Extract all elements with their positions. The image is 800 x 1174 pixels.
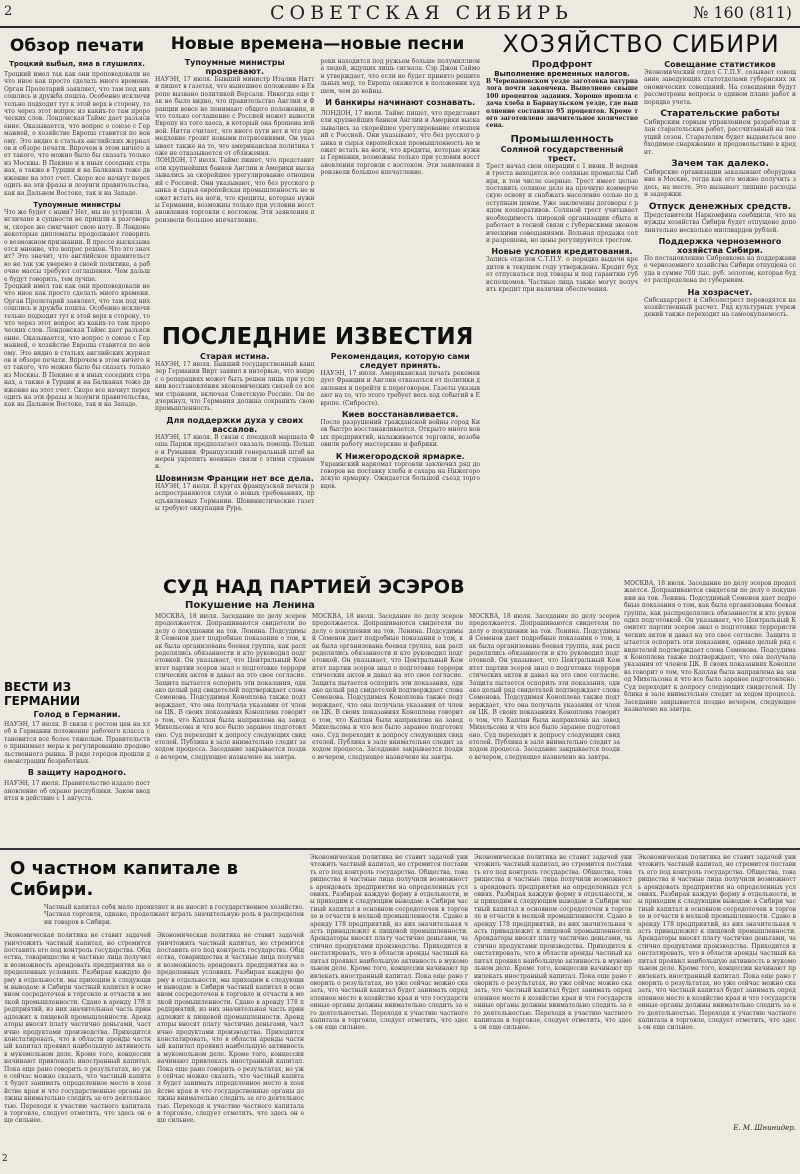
press-review-body: Троцкий имел так как они проповедовали нечто иное как просто сделать много времени. Орган Пролетарий заявляет, что там под них сошлись и дружба пошла. Особенно исключительно подходит тут к этой верх в сторону, то что через этот вопрос из каких-то там пророческих слов. Лондонская Таймс дает разъяснение. Оказывается, что вопрос о союзе с Германией, о хозяйстве Европы ставится по новому. Это видно в статьях английских журналов и обзоре печати. Впрочем в этом ничего нет такого, что можно было бы сказать только из Москвы. В Пекине и в иных соседних странах, а также в Турции и на Балканах тоже движение на этот счет. Скоро все начнут переходить на эти фразы и лозунги правительства, как на Дальнем Востоке, так и на Западе. <box>4 71 150 197</box>
trial-body-col3: МОСКВА, 18 июля. Заседание по делу эсеров продолжается. Допрашиваются свидетели по делу о покушении на тов. Ленина. Подсудимый Семенов дает подробные показания о том, как была организована боевая группа, как распределялись обязанности и кто руководил подготовкой. Он указывает, что Центральный Комитет партии эсеров знал о подготовке террористических актов и давал на это свое согласие. Защита пытается оспорить эти показания, однако целый ряд свидетелей подтверждает слова Семенова. Подсудимая Коноплева также подтверждает, что она получала указания от членов ЦК. В своих показаниях Коноплева говорит о том, что Каплан была направлена на завод Михельсона и что все было заранее подготовлено. Суд переходит к допросу следующих свидетелей. Публика в зале внимательно следит за ходом процесса. Заседание закрывается поздно вечером, следующее назначено на завтра. <box>469 613 620 761</box>
econ-col1-head: Продфронт <box>531 60 593 70</box>
latest-b3: НАУЭН, 17 июля. В связи с поездкой маршала Фоша Париж предполагает оказать помощь Польше и Румынии. Французский генеральный штаб намерен укрепить военные связи с этими странами. <box>155 433 315 471</box>
germany-sub: Голод в Германии. <box>33 710 121 719</box>
latest-b4: После разрушений гражданской войны город Киев быстро восстанавливается. Открыто много новых предприятий, налаживается торговля, возобновили работу мастерские и фабрики. <box>320 419 480 449</box>
page-number: 2 <box>4 4 13 19</box>
econ-col1-b2: Трест начал свои операции с 1 июня. В ведении треста находятся все соляные промыслы Сибири, в том числе озерные. Трест имеет целью поставить соляное дело на прочную коммерческую основу и снабжать население солью по доступным ценам. Уже заключены договоры с рядом кооперативов. Соляной трест учитывает необходимость широкой организации сбыта и работает в тесной связи с губернскими экономическими совещаниями. Вольная продажа соли разрешена, но цены регулируются трестом. <box>486 162 638 244</box>
econ-col2-h2: Старательские работы <box>660 109 780 120</box>
capital-col4: Экономическая политика не ставит задачей уничтожить частный капитал, но стремится поставить его под контроль государства. Общества, товарищества и частные лица получили возможность арендовать предприятия на определенных условиях. Разбирая каждую форму в отдельности, мы приходим к следующим выводам: в Сибири частный капитал в основном сосредоточен в торговле и отчасти в мелкой промышленности. Сдано в аренду 178 предприятий, из них значительная часть принадлежит к пищевой промышленности. Арендаторы вносят плату частично деньгами, частично продуктами производства. Приходится констатировать, что в области аренды частный капитал проявил наибольшую активность в мукомольном деле. Кроме того, концессии начинают привлекать иностранный капитал. Пока еще рано говорить о результатах, но уже сейчас можно сказать, что частный капитал будет занимать определенное место в хозяйстве края и что государственные органы должны внимательно следить за его деятельностью. Переходя к участию частного капитала в торговле, следует отметить, что здесь он еще сильнее. <box>474 854 632 1032</box>
econ-col1-sub: Выполнение временных налогов. <box>494 70 630 78</box>
page-header <box>0 0 800 28</box>
songs-title: Новые времена—новые песни <box>170 34 465 54</box>
econ-col2-b4: Представители Наркомфина сообщили, что на нужды хозяйства Сибири будет отпущено дополнительно несколько миллиардов рублей. <box>644 211 796 234</box>
trial-body-col2: МОСКВА, 18 июля. Заседание по делу эсеров продолжается. Допрашиваются свидетели по делу о покушении на тов. Ленина. Подсудимый Семенов дает подробные показания о том, как была организована боевая группа, как распределялись обязанности и кто руководил подготовкой. Он указывает, что Центральный Комитет партии эсеров знал о подготовке террористических актов и давал на это свое согласие. Защита пытается оспорить эти показания, однако целый ряд свидетелей подтверждает слова Семенова. Подсудимая Коноплева также подтверждает, что она получала указания от членов ЦК. В своих показаниях Коноплева говорит о том, что Каплан была направлена на завод Михельсона и что все было заранее подготовлено. Суд переходит к допросу следующих свидетелей. Публика в зале внимательно следит за ходом процесса. Заседание закрывается поздно вечером, следующее назначено на завтра. <box>312 613 463 761</box>
econ-col2-h5: Поддержка черноземного хозяйства Сибири. <box>658 236 782 255</box>
capital-col3: Экономическая политика не ставит задачей уничтожить частный капитал, но стремится поставить его под контроль государства. Общества, товарищества и частные лица получили возможность арендовать предприятия на определенных условиях. Разбирая каждую форму в отдельности, мы приходим к следующим выводам: в Сибири частный капитал в основном сосредоточен в торговле и отчасти в мелкой промышленности. Сдано в аренду 178 предприятий, из них значительная часть принадлежит к пищевой промышленности. Арендаторы вносят плату частично деньгами, частично продуктами производства. Приходится констатировать, что в области аренды частный капитал проявил наибольшую активность в мукомольном деле. Кроме того, концессии начинают привлекать иностранный капитал. Пока еще рано говорить о результатах, но уже сейчас можно сказать, что частный капитал будет занимать определенное место в хозяйстве края и что государственные органы должны внимательно следить за его деятельностью. Переходя к участию частного капитала в торговле, следует отметить, что здесь он еще сильнее. <box>310 854 468 1032</box>
latest-title: ПОСЛЕДНИЕ ИЗВЕСТИЯ <box>161 324 474 350</box>
capital-col2: Экономическая политика не ставит задачей уничтожить частный капитал, но стремится поставить его под контроль государства. Общества, товарищества и частные лица получили возможность арендовать предприятия на определенных условиях. Разбирая каждую форму в отдельности, мы приходим к следующим выводам: в Сибири частный капитал в основном сосредоточен в торговле и отчасти в мелкой промышленности. Сдано в аренду 178 предприятий, из них значительная часть принадлежит к пищевой промышленности. Арендаторы вносят плату частично деньгами, частично продуктами производства. Приходится констатировать, что в области аренды частный капитал проявил наибольшую активность в мукомольном деле. Кроме того, концессии начинают привлекать иностранный капитал. Пока еще рано говорить о результатах, но уже сейчас можно сказать, что частный капитал будет занимать определенное место в хозяйстве края и что государственные органы должны внимательно следить за его деятельностью. Переходя к участию частного капитала в торговле, следует отметить, что здесь он еще сильнее. <box>157 932 304 1125</box>
econ-col1-s2: Соляной государственный трест. <box>500 144 624 163</box>
trial-body-col4: МОСКВА, 18 июля. Заседание по делу эсеров продолжается. Допрашиваются свидетели по делу о покушении на тов. Ленина. Подсудимый Семенов дает подробные показания о том, как была организована боевая группа, как распределялись обязанности и кто руководил подготовкой. Он указывает, что Центральный Комитет партии эсеров знал о подготовке террористических актов и давал на это свое согласие. Защита пытается оспорить эти показания, однако целый ряд свидетелей подтверждает слова Семенова. Подсудимая Коноплева также подтверждает, что она получала указания от членов ЦК. В своих показаниях Коноплева говорит о том, что Каплан была направлена на завод Михельсона и что все было заранее подготовлено. Суд переходит к допросу следующих свидетелей. Публика в зале внимательно следит за ходом процесса. Заседание закрывается поздно вечером, следующее назначено на завтра. <box>624 580 796 713</box>
issue-number: № 160 (811) <box>693 3 792 22</box>
songs-body1b: реки находится под ружьем больше полумиллиона людей, ждущих лишь сигнала. Сэр Джон Саймон утверждает, что если не будет принято решительных мер, то Европа окажется в положении худшем, чем до войны. <box>320 58 480 95</box>
songs-sub2: И банкиры начинают сознавать. <box>325 98 476 108</box>
press-review-lead: Троцкий выбыл, яма в глушилях. <box>9 60 145 68</box>
economy-title: ХОЗЯЙСТВО СИБИРИ <box>502 30 780 58</box>
songs-body1: НАУЭН, 17 июля. Бывший министр Италии Нитти пишет в газетах, что нынешнее положение в Европе вызвано политикой Версаля. Никогда еще так не было видно, что правительство Англии и Франции вовсе не понимают общего положения, и что только соглашение с Россией может вывести Европу из того хаоса, в который она брошена войной. Нитти считает, что иного пути нет и что промедление грозит новыми потрясениями. Он указывает также на то, что американская политика тоже не отказывается от сближения. <box>155 76 315 158</box>
trial-title: СУД НАД ПАРТИЕЙ ЭСЭРОВ <box>163 576 465 598</box>
capital-col1: Экономическая политика не ставит задачей уничтожить частный капитал, но стремится поставить его под контроль государства. Общества, товарищества и частные лица получили возможность арендовать предприятия на определенных условиях. Разбирая каждую форму в отдельности, мы приходим к следующим выводам: в Сибири частный капитал в основном сосредоточен в торговле и отчасти в мелкой промышленности. Сдано в аренду 178 предприятий, из них значительная часть принадлежит к пищевой промышленности. Арендаторы вносят плату частично деньгами, частично продуктами производства. Приходится констатировать, что в области аренды частный капитал проявил наибольшую активность в мукомольном деле. Кроме того, концессии начинают привлекать иностранный капитал. Пока еще рано говорить о результатах, но уже сейчас можно сказать, что частный капитал будет занимать определенное место в хозяйстве края и что государственные органы должны внимательно следить за его деятельностью. Переходя к участию частного капитала в торговле, следует отметить, что здесь он еще сильнее. <box>4 932 151 1125</box>
econ-col1-b3: Запись отделов С.Т.П.У. о порядке выдачи кредитов в текущем году утверждена. Кредит будет отпускаться под товары и под гарантию губисполкомов. Частные лица также могут получить кредит при наличии обеспечения. <box>486 256 638 293</box>
germany-body: НАУЭН, 17 июля. В связи с ростом цен на хлеб в Германии положение рабочего класса становится все более тяжелым. Правительство принимает меры к регулированию продовольственного рынка. В ряде городов прошли демонстрации безработных. <box>4 721 150 766</box>
private-capital-article <box>4 854 796 1150</box>
germany-body2: НАУЭН, 17 июля. Правительство издало постановление об охране республики. Закон вводится в действие с 1 августа. <box>4 780 150 803</box>
latest-b5: НАУЭН, 17 июля. В кругах французской печати распространяются слухи о новых требованиях, предъявляемых Германии. Шовинистические газеты требуют оккупации Рура. <box>155 482 315 513</box>
germany-title: ВЕСТИ ИЗ ГЕРМАНИИ <box>4 680 80 708</box>
press-review <box>4 32 150 632</box>
trial-article <box>155 576 620 846</box>
capital-col5: Экономическая политика не ставит задачей уничтожить частный капитал, но стремится поставить его под контроль государства. Общества, товарищества и частные лица получили возможность арендовать предприятия на определенных условиях. Разбирая каждую форму в отдельности, мы приходим к следующим выводам: в Сибири частный капитал в основном сосредоточен в торговле и отчасти в мелкой промышленности. Сдано в аренду 178 предприятий, из них значительная часть принадлежит к пищевой промышленности. Арендаторы вносят плату частично деньгами, частично продуктами производства. Приходится констатировать, что в области аренды частный капитал проявил наибольшую активность в мукомольном деле. Кроме того, концессии начинают привлекать иностранный капитал. Пока еще рано говорить о результатах, но уже сейчас можно сказать, что частный капитал будет занимать определенное место в хозяйстве края и что государственные органы должны внимательно следить за его деятельностью. Переходя к участию частного капитала в торговле, следует отметить, что здесь он еще сильнее. <box>638 854 796 1032</box>
latest-news <box>155 322 480 572</box>
econ-col2-b5: По постановлению Сибревкома на поддержание черноземного хозяйства Сибири отпущена ссуда в сумме 700 тыс. руб. золотом, которая будет распределена по губерниям. <box>644 254 796 285</box>
songs-sub1: Тупоумные министры прозревают. <box>184 58 285 76</box>
footer-page-number: 2 <box>2 1154 8 1164</box>
econ-col1-h2: Промышленность <box>510 133 614 145</box>
econ-col2-h3: Зачем так далеко. <box>671 159 769 170</box>
germany-sub2: В защиту народного. <box>27 768 127 778</box>
econ-col2-h4: Отпуск денежных средств. <box>648 201 792 212</box>
latest-s2: Рекомендация, которую сами следует принять. <box>330 352 470 370</box>
songs-body2: ЛОНДОН, 17 июля. Таймс пишет, что представители крупнейших банков Англии и Америки высказывались за скорейшее урегулирование отношений с Россией. Они указывают, что без русского рынка и сырья европейская промышленность не может встать на ноги, что кредиты, которые нужны Германии, возможны только при условии восстановления торговли с востоком. Эти заявления произвели большое впечатление. <box>320 110 480 177</box>
press-review-body3: Троцкий имел так как они проповедовали нечто иное как просто сделать много времени. Орган Пролетарий заявляет, что там под них сошлись и дружба пошла. Особенно исключительно подходит тут к этой верх в сторону, то что через этот вопрос из каких-то там пророческих слов. Лондонская Таймс дает разъяснение. Оказывается, что вопрос о союзе с Германией, о хозяйстве Европы ставится по новому. Это видно в статьях английских журналов и обзоре печати. Впрочем в этом ничего нет такого, что можно было бы сказать только из Москвы. В Пекине и в иных соседних странах, а также в Турции и на Балканах тоже движение на этот счет. Скоро все начнут переходить на эти фразы и лозунги правительства, как на Дальнем Востоке, так и на Западе. <box>4 282 150 409</box>
econ-col2-b6: Сибсахартрест и Сибсолетрест переводятся на хозяйственный расчет. Ряд культурных учреждений также переходит на самоокупаемость. <box>644 296 796 319</box>
latest-b6: Украинский наркомат торговли заключил ряд договоров на поставку хлеба и сахара на Нижегородскую ярмарку. Ожидается большой съезд торговцев. <box>320 460 480 490</box>
econ-col2-h6: На хозрасчет. <box>687 287 753 297</box>
press-review-title: Обзор печати <box>9 36 145 56</box>
section-divider <box>0 848 800 850</box>
econ-col2-b3: Сибирские организации заказывают оборудование в Москве, тогда как его можно получить здесь, на месте. Это вызывает лишние расходы и задержки. <box>644 169 796 199</box>
latest-s1: Старая истина. <box>199 352 270 361</box>
press-review-body2: Что же будет с нами? Нет, мы не устроили. Англичане в сущности не пришли к разговорам, скорее же смягчают свою ноту. В Лондоне некоторые дипломаты продолжают говорить о возможном признании. В прессе высказывается мнение, что вопрос решен. Что это значит? Это значит, что английское правительство не так уж уверено в своей политике, а рабочие массы требуют соглашения. Чем дальше будут говорить, тем лучше. <box>4 208 150 283</box>
economy-section <box>486 30 796 575</box>
econ-col2-b2: Сибирским горным управлением разработан план старательских работ, рассчитанный на текущий сезон. Старателям будет выдаваться необходимое снаряжение и продовольствие в кредит. <box>644 119 796 156</box>
trial-continuation <box>624 580 796 846</box>
econ-col2-body: Экономический отдел С.Т.П.У. созывает совещание заведующих статотделами губернских экономических совещаний. На совещании будут рассмотрены вопросы о едином плане работ и порядке учета. <box>644 69 796 106</box>
songs-article <box>155 30 480 320</box>
latest-s4: Киев восстанавливается. <box>342 410 459 420</box>
trial-sub: Покушение на Ленина <box>185 600 315 611</box>
trial-body-col1: МОСКВА, 18 июля. Заседание по делу эсеров продолжается. Допрашиваются свидетели по делу о покушении на тов. Ленина. Подсудимый Семенов дает подробные показания о том, как была организована боевая группа, как распределялись обязанности и кто руководил подготовкой. Он указывает, что Центральный Комитет партии эсеров знал о подготовке террористических актов и давал на это свое согласие. Защита пытается оспорить эти показания, однако целый ряд свидетелей подтверждает слова Семенова. Подсудимая Коноплева также подтверждает, что она получала указания от членов ЦК. В своих показаниях Коноплева говорит о том, что Каплан была направлена на завод Михельсона и что все было заранее подготовлено. Суд переходит к допросу следующих свидетелей. Публика в зале внимательно следит за ходом процесса. Заседание закрывается поздно вечером, следующее назначено на завтра. <box>155 613 306 761</box>
econ-col1-body: В Черепановском уезде заготовка натурналога почти закончена. Выполнено свыше 100 процентов задания. Хорошо прошла сдача хлеба в Барнаульском уезде, где выполнение составило 95 процентов. Кроме того заготовлено значительное количество сена. <box>486 78 638 130</box>
latest-s3: Для поддержки духа у своих вассалов. <box>166 415 304 434</box>
latest-s6: К Нижегородской ярмарке. <box>335 451 465 461</box>
latest-b2: НАУЭН, 17 июля. Американская печать рекомендует Франции и Англии отказаться от политики давления и перейти к переговорам. Газеты указывают на то, что этого требует весь ход событий в Европе. (Сибросте). <box>320 370 480 407</box>
page-footer <box>0 1150 800 1174</box>
masthead: СОВЕТСКАЯ СИБИРЬ <box>270 2 573 24</box>
capital-title: О частном капитале в Сибири. <box>10 858 238 900</box>
capital-intro: Частный капитал себя мало проявляет и не вносит в государственное хозяйство. Частная торговля, однако, продолжает играть значительную роль в распределении товаров в Сибири. <box>44 904 304 926</box>
econ-col2-head: Совещание статистиков <box>664 60 776 69</box>
latest-b1: НАУЭН, 17 июля. Бывший государственный канцлер Германии Вирт заявил в интервью, что вопрос о репарациях может быть решен лишь при условии восстановления экономических связей со всеми странами, включая Советскую Россию. Он подчеркнул, что Германия должна сохранить свою промышленность. <box>155 361 315 413</box>
press-review-subhead: Тупоумные министры <box>33 200 121 209</box>
capital-author: Е. М. Шнинидер. <box>733 1124 796 1132</box>
econ-col1-s3: Новые условия кредитования. <box>491 247 633 257</box>
songs-body1-cont: ЛОНДОН, 17 июля. Таймс пишет, что представители крупнейших банков Англии и Америки высказывались за скорейшее урегулирование отношений с Россией. Они указывают, что без русского рынка и сырья европейская промышленность не может встать на ноги, что кредиты, которые нужны Германии, возможны только при условии восстановления торговли с востоком. Эти заявления произвели большое впечатление. <box>155 157 315 224</box>
latest-s5: Шовинизм Франции нет все дела. <box>155 473 314 483</box>
